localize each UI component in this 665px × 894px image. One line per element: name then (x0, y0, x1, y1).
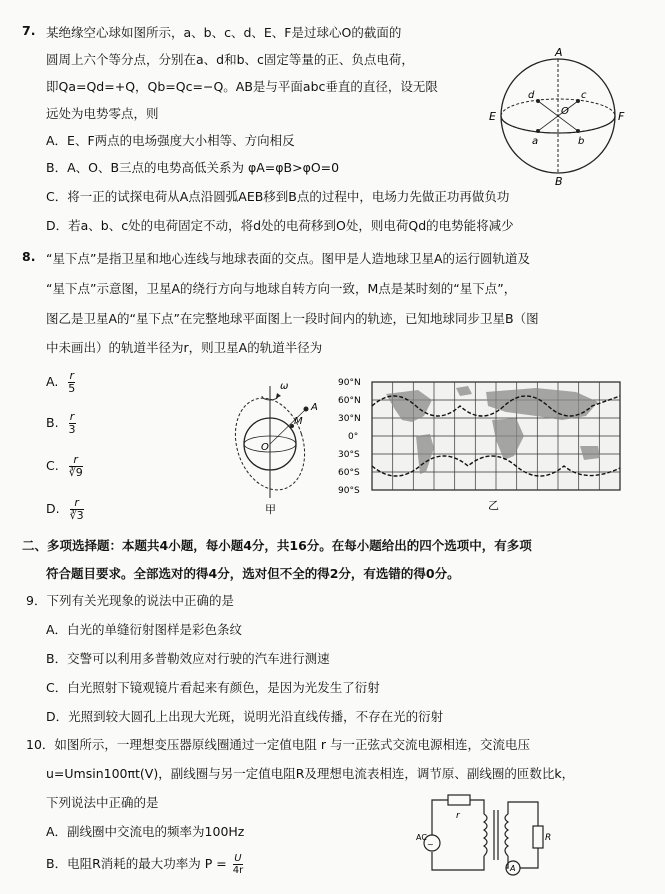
q9-option-d: D．光照到较大圆孔上出现大光斑，说明光沿直线传播，不存在光的衍射 (46, 709, 444, 724)
svg-text:30°N: 30°N (338, 414, 361, 424)
caption-yi: 乙 (488, 499, 499, 512)
label-a: a (532, 136, 539, 147)
caption-jia: 甲 (265, 503, 276, 516)
label-ac: AC (416, 833, 427, 842)
q10-option-a: A．副线圈中交流电的频率为100Hz (46, 824, 245, 839)
lat-axis-labels (338, 378, 361, 496)
q8-option-c: C. $\frac{r}{∛9}$ (46, 453, 83, 479)
q8-number: 8. (22, 249, 36, 264)
q8-d-den: ∛3 (69, 509, 84, 522)
wire-right-bottom (520, 848, 538, 868)
q8-a-num: r (69, 369, 75, 382)
point-a (536, 129, 540, 133)
q7-sphere-figure (486, 46, 634, 186)
q9-option-a: A．白光的单缝衍射图样是彩色条纹 (46, 622, 243, 637)
q8-stem-line-4: 中未画出）的轨道半径为r，则卫星A的轨道半径为 (46, 340, 323, 355)
q9-stem: 9．下列有关光现象的说法中正确的是 (26, 593, 234, 608)
q8-d-num: r (70, 497, 84, 510)
svg-text:0°: 0° (348, 432, 359, 442)
label-R: R (545, 833, 552, 843)
q7-stem-line-4: 远处为电势零点，则 (46, 106, 159, 121)
svg-text:30°S: 30°S (338, 450, 360, 460)
point-b (576, 129, 580, 133)
label-d: d (528, 90, 535, 101)
q9-option-b: B．交警可以利用多普勒效应对行驶的汽车进行测速 (46, 651, 330, 666)
q8-c-num: r (69, 454, 83, 467)
rotation-arrowhead (276, 393, 281, 398)
label-O: O (561, 106, 569, 117)
wire-right-top (508, 802, 538, 826)
section2-heading: 二、多项选择题：本题共4小题，每小题4分，共16分。在每小题给出的四个选项中，有多项 (22, 538, 532, 553)
q8-stem-line-3: 图乙是卫星A的“星下点”在完整地球平面图上一段时间内的轨迹，已知地球同步卫星B（图 (46, 311, 539, 326)
q8-option-d: D. $\frac{r}{∛3}$ (46, 496, 84, 522)
q10-circuit-figure (414, 790, 554, 880)
label-b: b (578, 136, 585, 147)
wire-bottom-left (432, 852, 484, 870)
label-earth-O: O (261, 442, 269, 453)
label-M: M (294, 416, 303, 427)
q8-figure-yi (336, 376, 624, 516)
q10-b-den: 4r (232, 865, 244, 876)
resistor-r (448, 795, 470, 805)
q7-option-d: D．若a、b、c处的电荷固定不动，将d处的电荷移到O处，则电荷Qd的电势能将减少 (46, 218, 514, 233)
svg-text:60°S: 60°S (338, 468, 360, 478)
ac-tilde: ~ (427, 840, 434, 849)
label-r: r (456, 811, 460, 821)
q7-stem-line-1: 某绝缘空心球如图所示，a、b、c、d、E、F是过球心O的截面的 (46, 25, 402, 40)
primary-coil (484, 814, 487, 856)
label-F: F (618, 110, 625, 123)
label-sat-A: A (311, 402, 318, 413)
q10-b-num: U (234, 853, 242, 864)
q8-option-a: A. $\frac{r}{5}$ (46, 369, 76, 395)
wire-top-mid (470, 800, 484, 814)
q8-option-b: B. $\frac{r}{3}$ (46, 410, 76, 436)
label-A: A (555, 46, 563, 59)
q8-c-den: ∛9 (68, 466, 83, 479)
q10-stem-line-1: 10．如图所示，一理想变压器原线圈通过一定值电阻 r 与一正弦式交流电源相连，交流电压 (26, 737, 530, 752)
resistor-R (533, 826, 543, 848)
section2-heading-line2: 符合题目要求。全部选对的得4分，选对但不全的得2分，有选错的得0分。 (46, 566, 460, 581)
wire-top-left (432, 800, 448, 835)
q8-stem-line-2: “星下点”示意图，卫星A的绕行方向与地球自转方向一致，M点是某时刻的“星下点”， (46, 281, 517, 296)
q7-stem-line-2: 圆周上六个等分点，分别在a、d和b、c固定等量的正、负点电荷， (46, 52, 414, 67)
q8-stem-line-1: “星下点”是指卫星和地心连线与地球表面的交点。图甲是人造地球卫星A的运行圆轨道及 (46, 251, 531, 266)
q9-option-c: C．白光照射下镜观镜片看起来有颜色，是因为光发生了衍射 (46, 680, 380, 695)
q7-option-b: B．A、O、B三点的电势高低关系为 φA=φB>φO=0 (46, 160, 340, 175)
q7-option-a: A．E、F两点的电场强度大小相等、方向相反 (46, 133, 295, 148)
point-c (576, 99, 580, 103)
svg-text:90°S: 90°S (338, 486, 360, 496)
q10-option-b: B．电阻R消耗的最大功率为 P = $\frac{U}{4r}$ (46, 853, 244, 876)
q8-a-den: 5 (68, 382, 76, 395)
q7-option-c: C．将一正的试探电荷从A点沿圆弧AEB移到B点的过程中，电场力先做正功再做负功 (46, 189, 510, 204)
svg-text:90°N: 90°N (338, 378, 361, 388)
secondary-coil (505, 814, 508, 856)
q10-stem-line-3: 下列说法中正确的是 (46, 795, 159, 810)
q8-figure-jia (214, 376, 332, 516)
q7-stem-line-3: 即Qa=Qd=+Q，Qb=Qc=−Q。AB是与平面abc垂直的直径，设无限 (46, 79, 438, 94)
svg-text:60°N: 60°N (338, 396, 361, 406)
q10-stem-line-2: u=Umsin100πt(V)，副线圈与另一定值电阻R及理想电流表相连，调节原、副线圈的匝数比k， (46, 766, 575, 781)
q8-b-den: 3 (68, 423, 76, 436)
q8-b-num: r (69, 410, 75, 423)
label-omega: ω (280, 381, 289, 392)
q7-number: 7. (22, 23, 36, 38)
point-d (536, 99, 540, 103)
label-c: c (581, 90, 587, 101)
label-ammeter: A (510, 864, 516, 873)
label-E: E (489, 110, 496, 123)
label-B: B (555, 175, 563, 186)
